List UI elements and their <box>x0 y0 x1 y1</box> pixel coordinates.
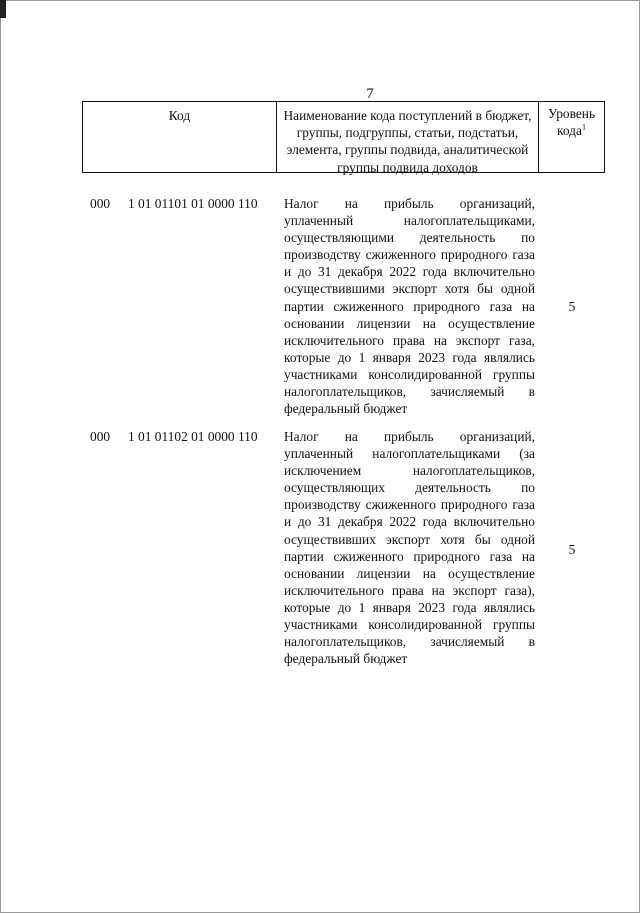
header-table <box>82 101 605 173</box>
scan-corner-mark <box>0 0 6 18</box>
header-level-label: Уровень кода <box>547 106 596 139</box>
row-admin-code: 000 <box>90 196 111 211</box>
row-kbk-code: 1 01 01102 01 0000 110 <box>128 429 258 444</box>
header-name-label: Наименование кода поступлений в бюджет, группы, подгруппы, статьи, подстатьи, элемента, группы подвида, аналитической группы подвида доходов <box>283 108 532 175</box>
header-name-cell <box>277 102 539 175</box>
page-number: 7 <box>366 86 374 102</box>
table-row <box>82 428 605 688</box>
row-description: Налог на прибыль организаций, уплаченный налогоплательщиками (за исключением налогоплательщиков, осуществляющих деятельность по производству сжиженного природного газа и до 31 декабря 2022 года включительно осуществивших экспорт хотя бы одной партии сжиженного природного газа на основании лицензии на осуществление исключительного права на экспорт газа), которые до 1 января 2023 года являлись участниками консолидированной группы налогоплательщиков, зачисляемый в федеральный бюджет <box>284 429 535 667</box>
header-code-label: Код <box>168 108 191 123</box>
table-row <box>82 195 605 435</box>
row-admin-code: 000 <box>90 429 111 444</box>
header-level-cell <box>539 102 604 172</box>
row-level: 5 <box>568 542 576 557</box>
header-code-cell <box>83 102 277 172</box>
row-kbk-code: 1 01 01101 01 0000 110 <box>128 196 258 211</box>
row-level: 5 <box>568 299 576 314</box>
row-description: Налог на прибыль организаций, уплаченный налогоплательщиками, осуществляющими деятельность по производству сжиженного природного газа и до 31 декабря 2022 года включительно осуществившими экспорт хотя бы одной партии сжиженного природного газа на основании лицензии на осуществление исключительного права на экспорт газа, которые до 1 января 2023 года являлись участниками консолидированной группы налогоплательщиков, зачисляемый в федеральный бюджет <box>284 196 535 417</box>
header-level-footnote: 1 <box>581 122 586 132</box>
